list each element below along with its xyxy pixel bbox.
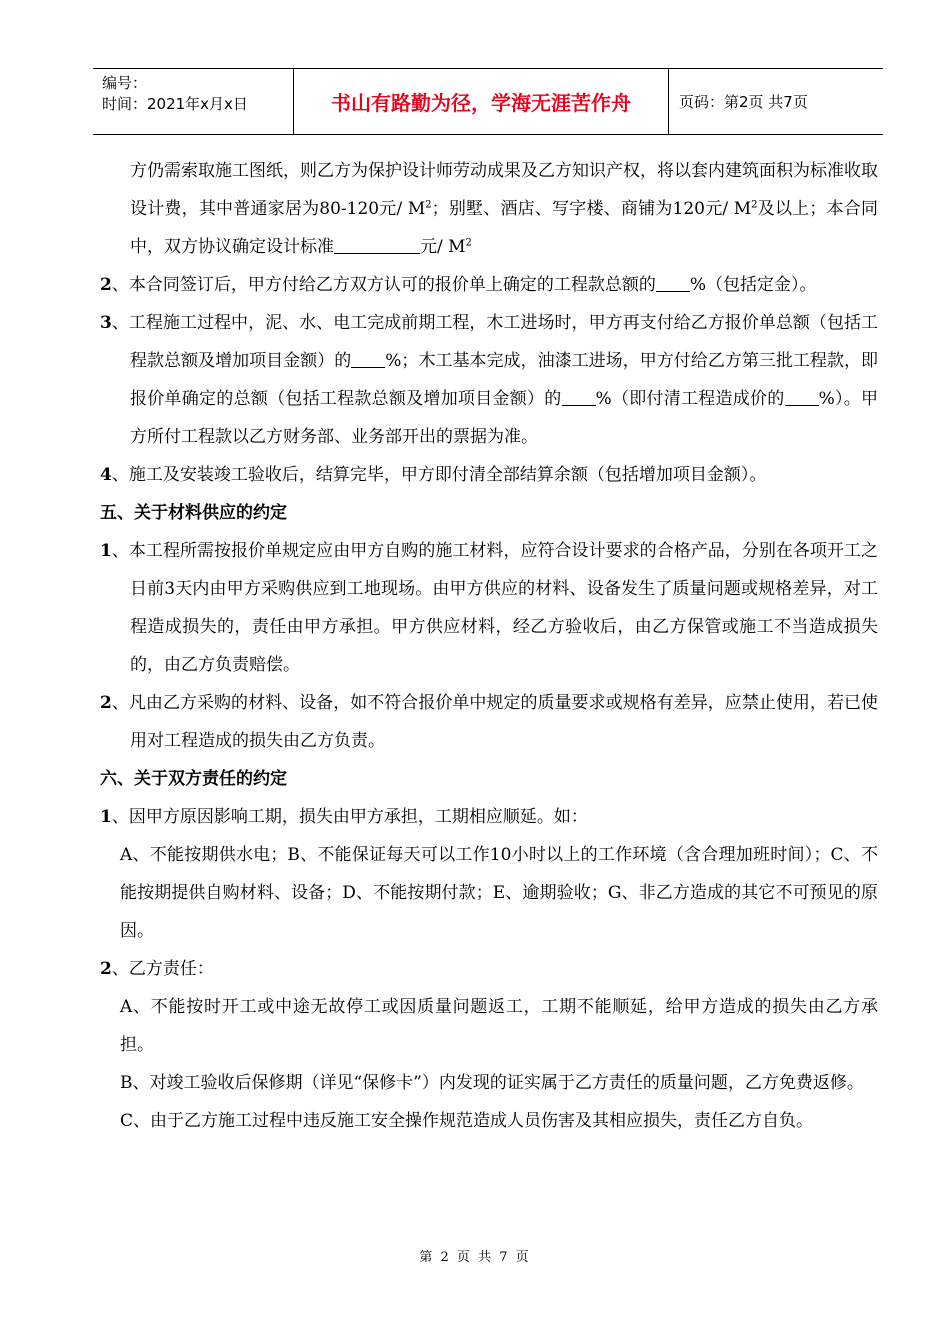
clause-6-2-c: C、由于乙方施工过程中违反施工安全操作规范造成人员伤害及其相应损失，责任乙方自负。 bbox=[120, 1111, 814, 1131]
blank-line bbox=[562, 387, 596, 406]
clause-5-2: 2、凡由乙方采购的材料、设备，如不符合报价单中规定的质量要求或规格有差异，应禁止使用，若已使用对工程造成的损失由乙方负责。 bbox=[100, 693, 878, 751]
clause-2: 2、本合同签订后，甲方付给乙方双方认可的报价单上确定的工程款总额的 %（包括定金）。 bbox=[100, 275, 817, 295]
clause-6-2: 2、乙方责任： bbox=[100, 959, 214, 979]
clause-4: 4、施工及安装竣工验收后，结算完毕，甲方即付清全部结算余额（包括增加项目金额）。 bbox=[100, 465, 767, 485]
clause-5-1: 1、本工程所需按报价单规定应由甲方自购的施工材料，应符合设计要求的合格产品，分别在各项开工之日前3天内由甲方采购供应到工地现场。由甲方供应的材料、设备发生了质量问题或规格差异，对工程造成损失的，责任由甲方承担。甲方供应材料，经乙方验收后，由乙方保管或施工不当造成损失的，由乙方负责赔偿。 bbox=[100, 541, 878, 675]
clause-3: 3、工程施工过程中，泥、水、电工完成前期工程，木工进场时，甲方再支付给乙方报价单总额（包括工程款总额及增加项目金额）的 %；木工基本完成，油漆工进场，甲方付给乙方第三批工程款，即报价单确定的总额（包括工程款总额及增加项目金额）的 %（即付清工程造成价的 %）。甲方所付工程款以乙方财务部、业务部开出的票据为准。 bbox=[100, 313, 879, 447]
doc-number-label: 编号： bbox=[102, 74, 148, 92]
page-footer: 第 2 页 共 7 页 bbox=[419, 1250, 531, 1265]
header-meta bbox=[93, 69, 294, 134]
document-body bbox=[100, 152, 878, 1140]
blank-line bbox=[785, 387, 819, 406]
header-motto: 书山有路勤为径，学海无涯苦作舟 bbox=[294, 69, 669, 134]
clause-6-1-items: A、不能按期供水电；B、不能保证每天可以工作10小时以上的工作环境（含合理加班时间）；C、不能按期提供自购材料、设备；D、不能按期付款；E、逾期验收；G、非乙方造成的其它不可预见的原因。 bbox=[120, 845, 878, 941]
page-header bbox=[93, 68, 883, 135]
clause-6-1: 1、因甲方原因影响工期，损失由甲方承担，工期相应顺延。如： bbox=[100, 807, 588, 827]
section-6-heading: 六、关于双方责任的约定 bbox=[100, 769, 287, 789]
paragraph-design-fee: 方仍需索取施工图纸，则乙方为保护设计师劳动成果及乙方知识产权，将以套内建筑面积为标准收取设计费，其中普通家居为80-120元/ $M^2$；别墅、酒店、写字楼、商铺为120元/ $M^2$及以上；本合同中，双方协议确定设计标准 元/ $M^2$ bbox=[130, 161, 878, 257]
clause-6-2-b: B、对竣工验收后保修期（详见“保修卡”）内发现的证实属于乙方责任的质量问题，乙方免费返修。 bbox=[120, 1073, 864, 1093]
doc-time-label: 时间：2021年x月x日 bbox=[102, 95, 248, 113]
blank-line bbox=[334, 235, 420, 254]
section-5-heading: 五、关于材料供应的约定 bbox=[100, 503, 287, 523]
blank-line bbox=[656, 273, 690, 292]
clause-6-2-a: A、不能按时开工或中途无故停工或因质量问题返工，工期不能顺延，给甲方造成的损失由乙方承担。 bbox=[120, 997, 878, 1055]
blank-line bbox=[351, 349, 385, 368]
header-page-number: 页码：第2页 共7页 bbox=[679, 93, 808, 111]
